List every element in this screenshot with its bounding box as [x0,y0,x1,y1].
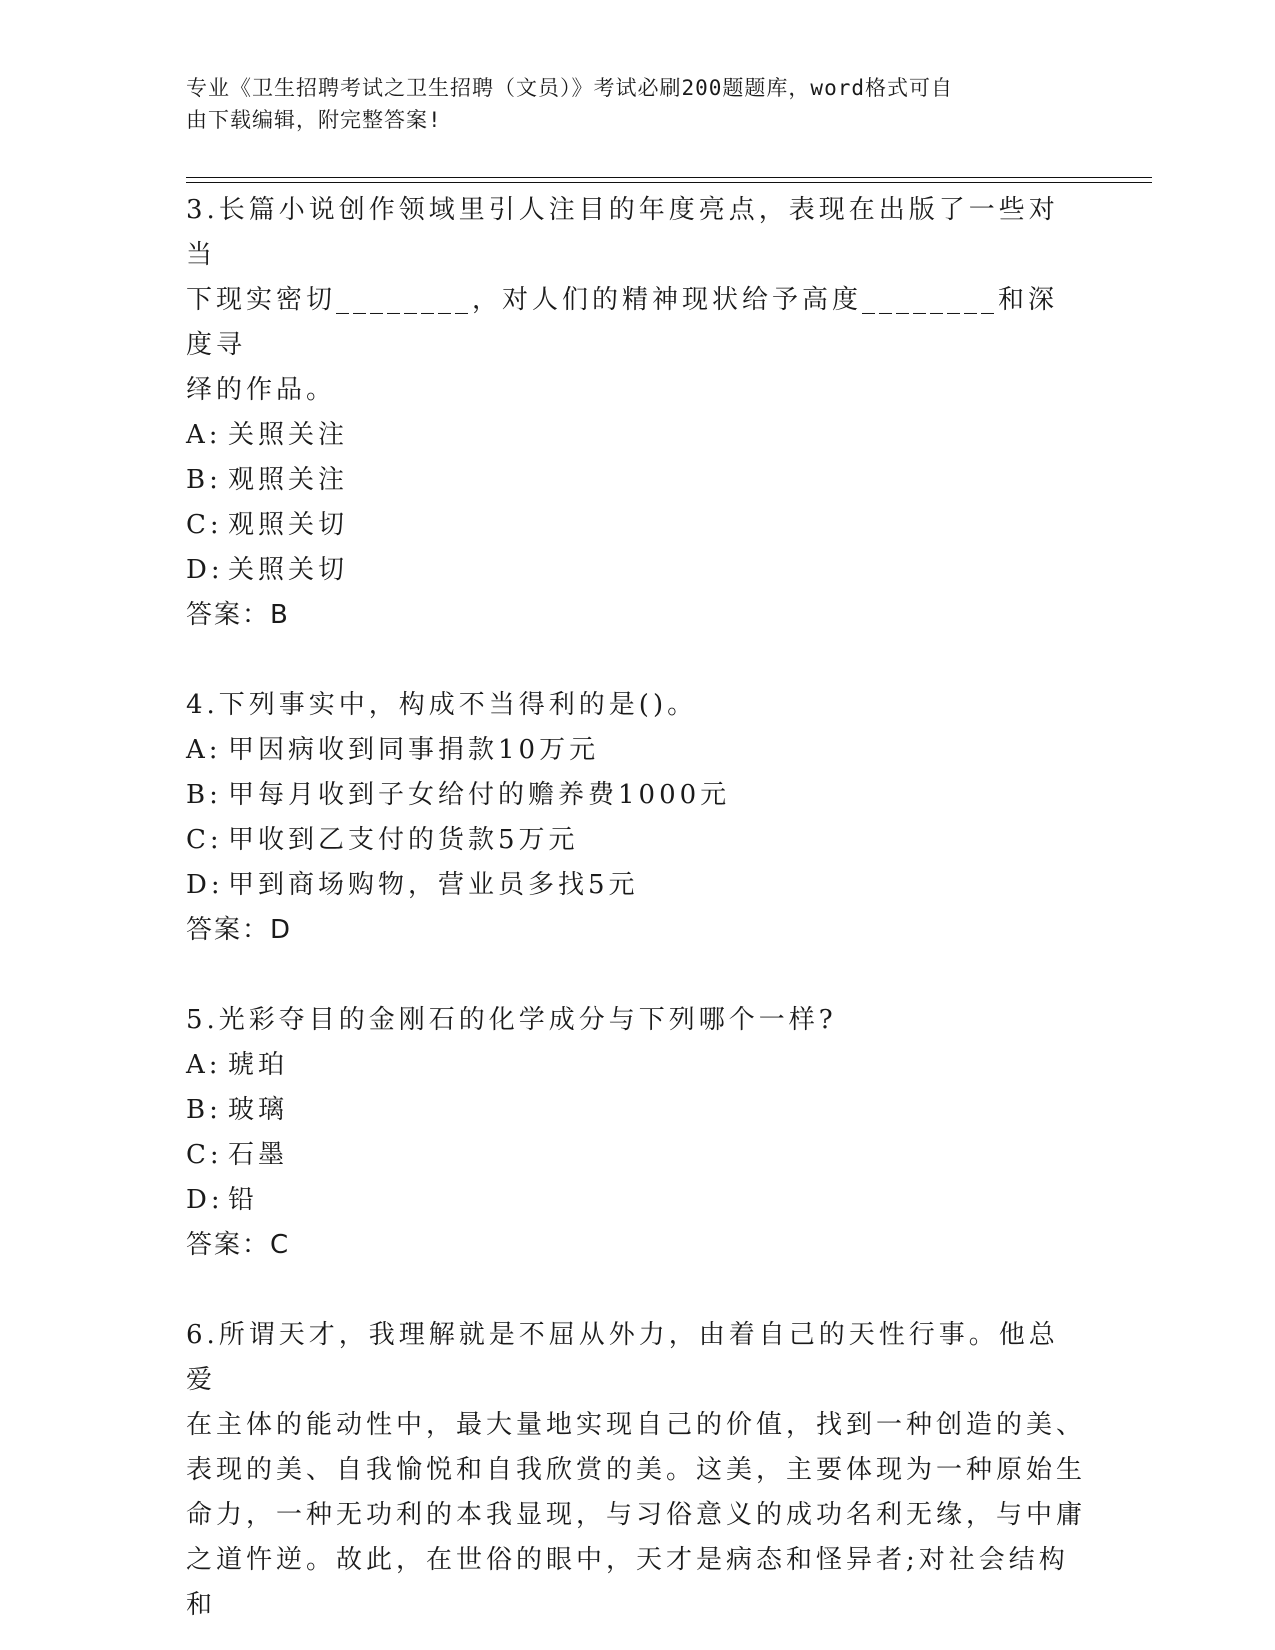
option-d [186,548,1086,593]
question-text-line: 表现的美、自我愉悦和自我欣赏的美。这美，主要体现为一种原始生 [186,1455,1087,1485]
option-text: 玻璃 [228,1095,289,1125]
option-a [186,1043,1086,1088]
answer-line: 答案：D [186,915,293,945]
question-text-line: 命力，一种无功利的本我显现，与习俗意义的成功名利无缘，与中庸 [186,1500,1087,1530]
option-text: 关照关切 [228,555,349,585]
spacer [186,1268,1086,1313]
option-letter: C: [186,825,223,855]
option-letter: D: [186,555,224,585]
question-text-line: 之道忤逆。故此，在世俗的眼中，天才是病态和怪异者;对社会结构和 [186,1545,1069,1620]
header-divider-bottom [186,182,1152,183]
question-text-line: 5.光彩夺目的金刚石的化学成分与下列哪个一样? [186,1005,837,1035]
option-letter: D: [186,1185,224,1215]
option-d [186,1178,1086,1223]
question-item [186,188,1086,638]
option-letter: D: [186,870,224,900]
option-text: 铅 [228,1185,259,1215]
answer-line: 答案：C [186,1230,291,1260]
question-text-line: 绎的作品。 [186,375,337,405]
option-c [186,818,1086,863]
option-a [186,413,1086,458]
option-text: 琥珀 [228,1050,289,1080]
option-a [186,728,1086,773]
option-letter: B: [186,465,222,495]
question-text-line: 在主体的能动性中，最大量地实现自己的价值，找到一种创造的美、 [186,1410,1087,1440]
question-item [186,683,1086,953]
option-letter: A: [186,420,222,450]
option-letter: A: [186,1050,222,1080]
question-item [186,1313,1086,1628]
option-letter: B: [186,1095,222,1125]
option-text: 甲因病收到同事捐款10万元 [228,735,600,765]
option-c [186,503,1086,548]
question-text-line: 6.所谓天才，我理解就是不屈从外力，由着自己的天性行事。他总爱 [186,1320,1059,1395]
option-b [186,1088,1086,1133]
spacer [186,638,1086,683]
header-divider-top [186,177,1152,178]
option-text: 观照关注 [228,465,349,495]
option-text: 关照关注 [228,420,349,450]
option-letter: C: [186,1140,223,1170]
option-text: 甲到商场购物，营业员多找5元 [228,870,639,900]
question-text-line: 4.下列事实中，构成不当得利的是()。 [186,690,698,720]
spacer [186,953,1086,998]
question-item [186,998,1086,1268]
option-text: 石墨 [228,1140,289,1170]
option-letter: C: [186,510,223,540]
option-text: 甲每月收到子女给付的赡养费1000元 [228,780,731,810]
option-c [186,1133,1086,1178]
question-text-line: 3.长篇小说创作领域里引人注目的年度亮点，表现在出版了一些对当 [186,195,1059,270]
option-text: 甲收到乙支付的货款5万元 [228,825,579,855]
option-letter: B: [186,780,222,810]
answer-line: 答案：B [186,600,290,630]
header-line-2: 由下载编辑，附完整答案! [186,108,442,132]
option-b [186,773,1086,818]
option-text: 观照关切 [228,510,349,540]
question-list [186,188,1086,1628]
option-letter: A: [186,735,222,765]
option-d [186,863,1086,908]
header-line-1: 专业《卫生招聘考试之卫生招聘（文员）》考试必刷200题题库，word格式可自 [186,76,953,100]
option-b [186,458,1086,503]
page-header [186,72,1066,136]
question-text-line: 下现实密切________，对人们的精神现状给予高度________和深度寻 [186,285,1059,360]
